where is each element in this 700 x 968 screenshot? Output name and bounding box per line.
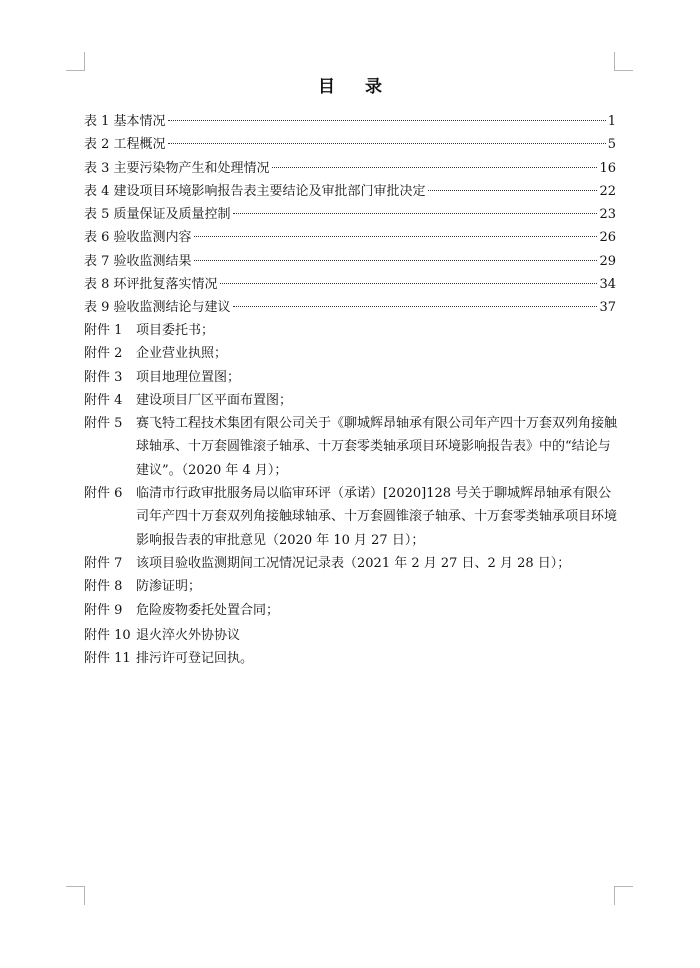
attachment-number: 附件 2 [84,346,123,362]
attachment-text: 赛飞特工程技术集团有限公司关于《聊城辉昂轴承有限公司年产四十万套双列角接触球轴承、十万套圆锥滚子轴承、十万套零类轴承项目环境影响报告表》中的“结论与建议”。（2020 年 4 月）； [136,416,618,478]
attachment-item [84,342,620,365]
toc-label: 表 7 验收监测结果 [84,253,192,269]
attachment-item [84,389,620,412]
toc-label: 表 9 验收监测结论与建议 [84,300,231,316]
toc-entry[interactable] [84,296,616,319]
toc-entry[interactable] [84,273,616,296]
attachment-item [84,552,620,575]
crop-mark-top-right [614,52,633,71]
attachment-text: 企业营业执照； [136,346,228,362]
toc-label: 表 5 质量保证及质量控制 [84,207,231,223]
toc-page: 22 [599,183,616,199]
toc-page: 5 [607,137,616,153]
toc-leader [272,167,598,168]
toc-leader [194,260,598,261]
attachment-text: 临清市行政审批服务局以临审环评（承诺）[2020]128 号关于聊城辉昂轴承有限公司年产四十万套双列角接触球轴承、十万套圆锥滚子轴承、十万套零类轴承项目环境影响报告表的审批意见（2020 年 10 月 27 日）； [136,486,618,548]
attachment-text: 危险废物委托处置合同； [136,602,280,618]
attachment-text: 项目地理位置图； [136,369,241,385]
attachment-item [84,319,620,342]
attachment-item [84,412,620,482]
toc-leader [168,120,606,121]
toc-label: 表 1 基本情况 [84,114,166,129]
toc-label: 表 6 验收监测内容 [84,230,192,246]
page-title: 目 录 [318,77,394,97]
attachment-item [84,624,620,647]
crop-mark-bottom-left [66,886,85,905]
toc-label: 表 8 环评批复落实情况 [84,277,218,293]
toc-entry[interactable] [84,180,616,203]
toc-entry[interactable] [84,157,616,180]
toc-entry[interactable] [84,133,616,156]
toc-page: 37 [599,300,616,316]
toc-page: 34 [599,277,616,293]
attachment-item [84,482,620,552]
toc-leader [233,213,598,214]
attachment-number: 附件 7 [84,555,123,571]
crop-mark-top-left [66,52,85,71]
attachment-number: 附件 9 [84,602,123,618]
attachment-number: 附件 3 [84,369,123,385]
toc-page: 29 [599,253,616,269]
toc-label: 表 2 工程概况 [84,137,166,153]
attachment-text: 防渗证明； [136,579,202,595]
attachment-number: 附件 8 [84,579,123,595]
attachment-item [84,599,620,622]
attachment-number: 附件 1 [84,323,123,338]
toc-leader [194,236,598,237]
attachment-item [84,647,620,670]
attachment-list [84,319,620,670]
toc-leader [233,306,598,307]
attachment-number: 附件 6 [84,486,123,502]
toc-leader [428,190,598,191]
attachment-text: 排污许可登记回执。 [136,651,254,667]
attachment-text: 该项目验收监测期间工况情况记录表（2021 年 2 月 27 日、2 月 28 日）； [136,555,571,571]
toc-entry[interactable] [84,110,616,133]
attachment-number: 附件 5 [84,416,123,432]
toc-entry[interactable] [84,226,616,249]
toc-page: 16 [599,160,616,176]
attachment-number: 附件 4 [84,392,123,408]
toc-label: 表 3 主要污染物产生和处理情况 [84,160,270,176]
attachment-number: 附件 10 [84,627,131,643]
attachment-item [84,575,620,598]
attachment-text: 项目委托书； [136,323,215,338]
crop-mark-bottom-right [614,886,633,905]
toc-leader [168,143,606,144]
toc-page: 1 [607,114,616,129]
attachment-text: 建设项目厂区平面布置图； [136,392,293,408]
table-of-contents [84,110,616,320]
attachment-item [84,366,620,389]
toc-page: 26 [599,230,616,246]
attachment-text: 退火淬火外协协议 [136,627,241,643]
toc-entry[interactable] [84,203,616,226]
toc-page: 23 [599,207,616,223]
toc-leader [220,283,598,284]
toc-entry[interactable] [84,250,616,273]
attachment-number: 附件 11 [84,651,131,667]
toc-label: 表 4 建设项目环境影响报告表主要结论及审批部门审批决定 [84,183,426,199]
